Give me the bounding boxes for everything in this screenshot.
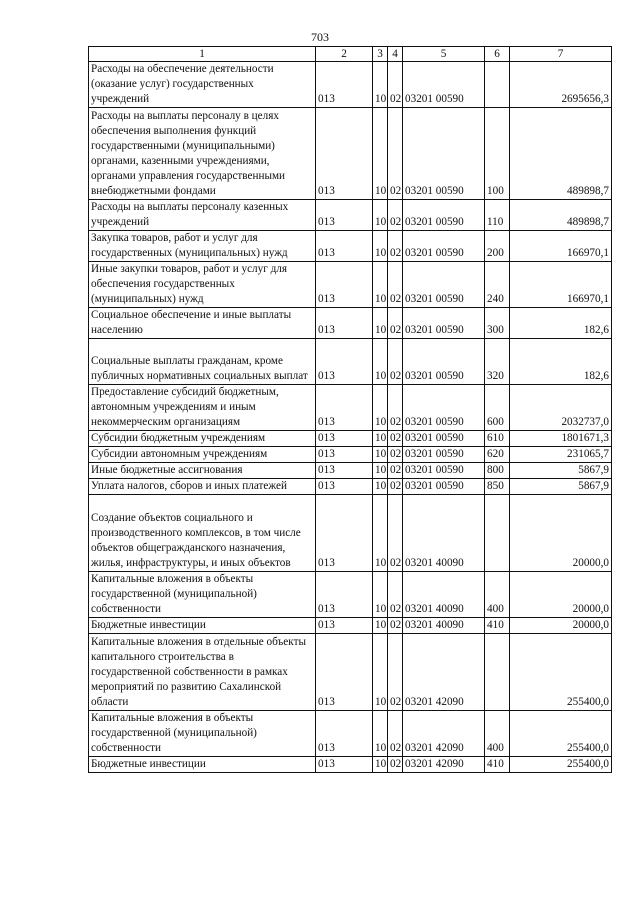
table-row bbox=[89, 108, 612, 200]
subsection-cell: 02 bbox=[388, 757, 403, 773]
target-article-cell: 03201 00590 bbox=[403, 262, 485, 308]
section-cell: 10 bbox=[373, 757, 388, 773]
expense-type-cell: 620 bbox=[485, 447, 510, 463]
code-cell: 013 bbox=[316, 200, 373, 231]
subsection-cell: 02 bbox=[388, 463, 403, 479]
expense-type-cell: 400 bbox=[485, 572, 510, 618]
expense-type-cell: 200 bbox=[485, 231, 510, 262]
table-row bbox=[89, 711, 612, 757]
amount-cell: 166970,1 bbox=[510, 231, 612, 262]
code-cell: 013 bbox=[316, 431, 373, 447]
row-name-cell: Иные бюджетные ассигнования bbox=[89, 463, 316, 479]
expense-type-cell: 850 bbox=[485, 479, 510, 495]
amount-cell: 182,6 bbox=[510, 308, 612, 339]
row-name-cell: Расходы на обеспечение деятельности (оказание услуг) государственных учреждений bbox=[89, 62, 316, 108]
section-cell: 10 bbox=[373, 108, 388, 200]
amount-cell: 182,6 bbox=[510, 339, 612, 385]
row-name-cell: Создание объектов социального и производственного комплексов, в том числе объектов общегражданского назначения, жилья, инфраструктуры, и иных объектов bbox=[89, 495, 316, 572]
code-cell: 013 bbox=[316, 262, 373, 308]
page-number: 703 bbox=[311, 30, 329, 44]
section-cell: 10 bbox=[373, 711, 388, 757]
section-cell: 10 bbox=[373, 618, 388, 634]
code-cell: 013 bbox=[316, 231, 373, 262]
target-article-cell: 03201 00590 bbox=[403, 62, 485, 108]
amount-cell: 2032737,0 bbox=[510, 385, 612, 431]
code-cell: 013 bbox=[316, 308, 373, 339]
row-name-cell: Социальное обеспечение и иные выплаты населению bbox=[89, 308, 316, 339]
code-cell: 013 bbox=[316, 463, 373, 479]
subsection-cell: 02 bbox=[388, 447, 403, 463]
target-article-cell: 03201 40090 bbox=[403, 572, 485, 618]
subsection-cell: 02 bbox=[388, 385, 403, 431]
amount-cell: 166970,1 bbox=[510, 262, 612, 308]
section-cell: 10 bbox=[373, 447, 388, 463]
expense-type-cell: 400 bbox=[485, 711, 510, 757]
column-header-6: 6 bbox=[485, 47, 510, 62]
table-row bbox=[89, 757, 612, 773]
code-cell: 013 bbox=[316, 62, 373, 108]
subsection-cell: 02 bbox=[388, 200, 403, 231]
subsection-cell: 02 bbox=[388, 634, 403, 711]
target-article-cell: 03201 00590 bbox=[403, 447, 485, 463]
row-name-cell: Расходы на выплаты персоналу казенных учреждений bbox=[89, 200, 316, 231]
table-row bbox=[89, 62, 612, 108]
table-row bbox=[89, 634, 612, 711]
code-cell: 013 bbox=[316, 339, 373, 385]
section-cell: 10 bbox=[373, 495, 388, 572]
expense-type-cell bbox=[485, 62, 510, 108]
row-name-cell: Закупка товаров, работ и услуг для государственных (муниципальных) нужд bbox=[89, 231, 316, 262]
amount-cell: 255400,0 bbox=[510, 711, 612, 757]
row-name-cell: Расходы на выплаты персоналу в целях обеспечения выполнения функций государственными (муниципальными) органами, казенными учреждениями, органами управления государственными внебюджетными фондами bbox=[89, 108, 316, 200]
row-name-cell: Уплата налогов, сборов и иных платежей bbox=[89, 479, 316, 495]
code-cell: 013 bbox=[316, 618, 373, 634]
row-name-cell: Бюджетные инвестиции bbox=[89, 618, 316, 634]
section-cell: 10 bbox=[373, 231, 388, 262]
expense-type-cell: 610 bbox=[485, 431, 510, 447]
section-cell: 10 bbox=[373, 385, 388, 431]
target-article-cell: 03201 00590 bbox=[403, 339, 485, 385]
amount-cell: 20000,0 bbox=[510, 618, 612, 634]
target-article-cell: 03201 40090 bbox=[403, 618, 485, 634]
expense-type-cell bbox=[485, 634, 510, 711]
budget-table bbox=[88, 46, 612, 773]
target-article-cell: 03201 00590 bbox=[403, 463, 485, 479]
table-row bbox=[89, 495, 612, 572]
subsection-cell: 02 bbox=[388, 618, 403, 634]
target-article-cell: 03201 42090 bbox=[403, 757, 485, 773]
subsection-cell: 02 bbox=[388, 495, 403, 572]
column-header-1: 1 bbox=[89, 47, 316, 62]
column-header-2: 2 bbox=[316, 47, 373, 62]
column-header-7: 7 bbox=[510, 47, 612, 62]
row-name-cell: Капитальные вложения в отдельные объекты капитального строительства в государственной собственности в рамках мероприятий по развитию Сахалинской области bbox=[89, 634, 316, 711]
header-row bbox=[89, 47, 612, 62]
section-cell: 10 bbox=[373, 479, 388, 495]
expense-type-cell: 410 bbox=[485, 757, 510, 773]
target-article-cell: 03201 00590 bbox=[403, 385, 485, 431]
subsection-cell: 02 bbox=[388, 479, 403, 495]
column-header-3: 3 bbox=[373, 47, 388, 62]
target-article-cell: 03201 00590 bbox=[403, 479, 485, 495]
table-row bbox=[89, 572, 612, 618]
table-row bbox=[89, 463, 612, 479]
subsection-cell: 02 bbox=[388, 62, 403, 108]
expense-type-cell: 100 bbox=[485, 108, 510, 200]
expense-type-cell: 110 bbox=[485, 200, 510, 231]
row-name-cell: Бюджетные инвестиции bbox=[89, 757, 316, 773]
amount-cell: 1801671,3 bbox=[510, 431, 612, 447]
code-cell: 013 bbox=[316, 385, 373, 431]
table-row bbox=[89, 447, 612, 463]
target-article-cell: 03201 00590 bbox=[403, 308, 485, 339]
subsection-cell: 02 bbox=[388, 108, 403, 200]
amount-cell: 2695656,3 bbox=[510, 62, 612, 108]
subsection-cell: 02 bbox=[388, 431, 403, 447]
table-row bbox=[89, 262, 612, 308]
amount-cell: 489898,7 bbox=[510, 200, 612, 231]
section-cell: 10 bbox=[373, 572, 388, 618]
subsection-cell: 02 bbox=[388, 308, 403, 339]
row-name-cell: Предоставление субсидий бюджетным, автономным учреждениям и иным некоммерческим организациям bbox=[89, 385, 316, 431]
code-cell: 013 bbox=[316, 572, 373, 618]
row-name-cell: Субсидии бюджетным учреждениям bbox=[89, 431, 316, 447]
amount-cell: 5867,9 bbox=[510, 479, 612, 495]
target-article-cell: 03201 00590 bbox=[403, 200, 485, 231]
code-cell: 013 bbox=[316, 108, 373, 200]
code-cell: 013 bbox=[316, 495, 373, 572]
expense-type-cell: 800 bbox=[485, 463, 510, 479]
table-row bbox=[89, 618, 612, 634]
target-article-cell: 03201 42090 bbox=[403, 711, 485, 757]
section-cell: 10 bbox=[373, 62, 388, 108]
target-article-cell: 03201 00590 bbox=[403, 431, 485, 447]
section-cell: 10 bbox=[373, 200, 388, 231]
amount-cell: 20000,0 bbox=[510, 572, 612, 618]
subsection-cell: 02 bbox=[388, 711, 403, 757]
amount-cell: 255400,0 bbox=[510, 757, 612, 773]
code-cell: 013 bbox=[316, 447, 373, 463]
target-article-cell: 03201 40090 bbox=[403, 495, 485, 572]
amount-cell: 231065,7 bbox=[510, 447, 612, 463]
expense-type-cell bbox=[485, 495, 510, 572]
table-row bbox=[89, 200, 612, 231]
column-header-5: 5 bbox=[403, 47, 485, 62]
amount-cell: 489898,7 bbox=[510, 108, 612, 200]
table-row bbox=[89, 231, 612, 262]
expense-type-cell: 300 bbox=[485, 308, 510, 339]
section-cell: 10 bbox=[373, 339, 388, 385]
table-row bbox=[89, 431, 612, 447]
table-body bbox=[89, 62, 612, 773]
row-name-cell: Капитальные вложения в объекты государственной (муниципальной) собственности bbox=[89, 711, 316, 757]
row-name-cell: Социальные выплаты гражданам, кроме публичных нормативных социальных выплат bbox=[89, 339, 316, 385]
target-article-cell: 03201 00590 bbox=[403, 231, 485, 262]
target-article-cell: 03201 42090 bbox=[403, 634, 485, 711]
column-header-4: 4 bbox=[388, 47, 403, 62]
section-cell: 10 bbox=[373, 431, 388, 447]
subsection-cell: 02 bbox=[388, 231, 403, 262]
row-name-cell: Иные закупки товаров, работ и услуг для обеспечения государственных (муниципальных) нужд bbox=[89, 262, 316, 308]
subsection-cell: 02 bbox=[388, 262, 403, 308]
code-cell: 013 bbox=[316, 757, 373, 773]
expense-type-cell: 600 bbox=[485, 385, 510, 431]
target-article-cell: 03201 00590 bbox=[403, 108, 485, 200]
section-cell: 10 bbox=[373, 463, 388, 479]
row-name-cell: Субсидии автономным учреждениям bbox=[89, 447, 316, 463]
expense-type-cell: 240 bbox=[485, 262, 510, 308]
code-cell: 013 bbox=[316, 479, 373, 495]
table-row bbox=[89, 385, 612, 431]
amount-cell: 20000,0 bbox=[510, 495, 612, 572]
section-cell: 10 bbox=[373, 262, 388, 308]
expense-type-cell: 410 bbox=[485, 618, 510, 634]
amount-cell: 255400,0 bbox=[510, 634, 612, 711]
expense-type-cell: 320 bbox=[485, 339, 510, 385]
table-row bbox=[89, 339, 612, 385]
row-name-cell: Капитальные вложения в объекты государственной (муниципальной) собственности bbox=[89, 572, 316, 618]
table-row bbox=[89, 479, 612, 495]
table-header bbox=[89, 47, 612, 62]
code-cell: 013 bbox=[316, 711, 373, 757]
code-cell: 013 bbox=[316, 634, 373, 711]
section-cell: 10 bbox=[373, 308, 388, 339]
table-row bbox=[89, 308, 612, 339]
section-cell: 10 bbox=[373, 634, 388, 711]
amount-cell: 5867,9 bbox=[510, 463, 612, 479]
subsection-cell: 02 bbox=[388, 339, 403, 385]
subsection-cell: 02 bbox=[388, 572, 403, 618]
